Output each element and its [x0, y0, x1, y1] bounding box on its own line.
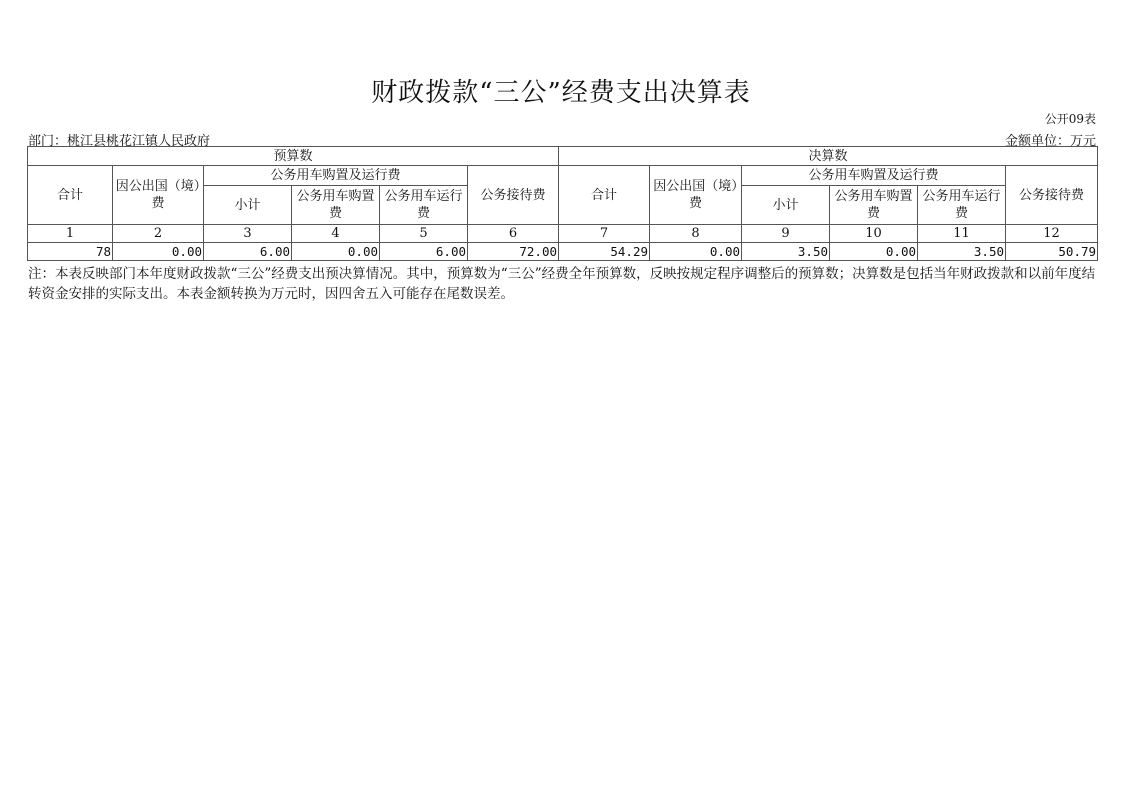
column-number-row	[28, 225, 1098, 243]
value-budget-vehicle-operation: 6.00	[380, 243, 468, 261]
column-number: 12	[1006, 225, 1098, 243]
column-number: 6	[468, 225, 559, 243]
footnote: 注：本表反映部门本年度财政拨款“三公”经费支出预决算情况。其中，预算数为“三公”经费全年预算数，反映按规定程序调整后的预算数；决算数是包括当年财政拨款和以前年度结转资金安排的实际支出。本表金额转换为万元时，因四舍五入可能存在尾数误差。	[28, 266, 1096, 302]
three-public-expense-table	[27, 146, 1098, 261]
header-budget-operation: 公务用车运行费	[380, 186, 468, 225]
column-number: 5	[380, 225, 468, 243]
value-final-vehicle-operation: 3.50	[918, 243, 1006, 261]
header-final-operation: 公务用车运行费	[918, 186, 1006, 225]
header-final: 决算数	[559, 147, 1098, 166]
column-number: 11	[918, 225, 1006, 243]
header-final-abroad: 因公出国（境）费	[650, 166, 742, 225]
header-final-total: 合计	[559, 166, 650, 225]
column-number: 3	[204, 225, 292, 243]
value-final-vehicle-purchase: 0.00	[830, 243, 918, 261]
column-number: 10	[830, 225, 918, 243]
header-budget-reception: 公务接待费	[468, 166, 559, 225]
header-budget-vehicle: 公务用车购置及运行费	[204, 166, 468, 186]
header-final-purchase: 公务用车购置费	[830, 186, 918, 225]
column-number: 8	[650, 225, 742, 243]
header-budget-purchase: 公务用车购置费	[292, 186, 380, 225]
header-budget-total: 合计	[28, 166, 113, 225]
department-label: 部门：桃江县桃花江镇人民政府	[28, 134, 211, 149]
header-final-reception: 公务接待费	[1006, 166, 1098, 225]
column-number: 9	[742, 225, 830, 243]
header-final-subtotal: 小计	[742, 186, 830, 225]
column-number: 1	[28, 225, 113, 243]
value-budget-vehicle-purchase: 0.00	[292, 243, 380, 261]
column-number: 7	[559, 225, 650, 243]
data-row	[28, 243, 1098, 261]
column-number: 4	[292, 225, 380, 243]
value-final-abroad: 0.00	[650, 243, 742, 261]
value-budget-abroad: 0.00	[113, 243, 204, 261]
value-final-reception: 50.79	[1006, 243, 1098, 261]
header-budget: 预算数	[28, 147, 559, 166]
header-budget-subtotal: 小计	[204, 186, 292, 225]
header-final-vehicle: 公务用车购置及运行费	[742, 166, 1006, 186]
value-budget-reception: 72.00	[468, 243, 559, 261]
page-title: 财政拨款“三公”经费支出决算表	[371, 78, 751, 108]
header-group-row	[28, 147, 1098, 166]
value-budget-vehicle-subtotal: 6.00	[204, 243, 292, 261]
value-final-total: 54.29	[559, 243, 650, 261]
header-sub-row-1	[28, 166, 1098, 186]
column-number: 2	[113, 225, 204, 243]
value-final-vehicle-subtotal: 3.50	[742, 243, 830, 261]
form-code: 公开09表	[1044, 112, 1096, 126]
unit-label: 金额单位：万元	[1004, 134, 1096, 149]
value-budget-total: 78	[28, 243, 113, 261]
header-budget-abroad: 因公出国（境）费	[113, 166, 204, 225]
